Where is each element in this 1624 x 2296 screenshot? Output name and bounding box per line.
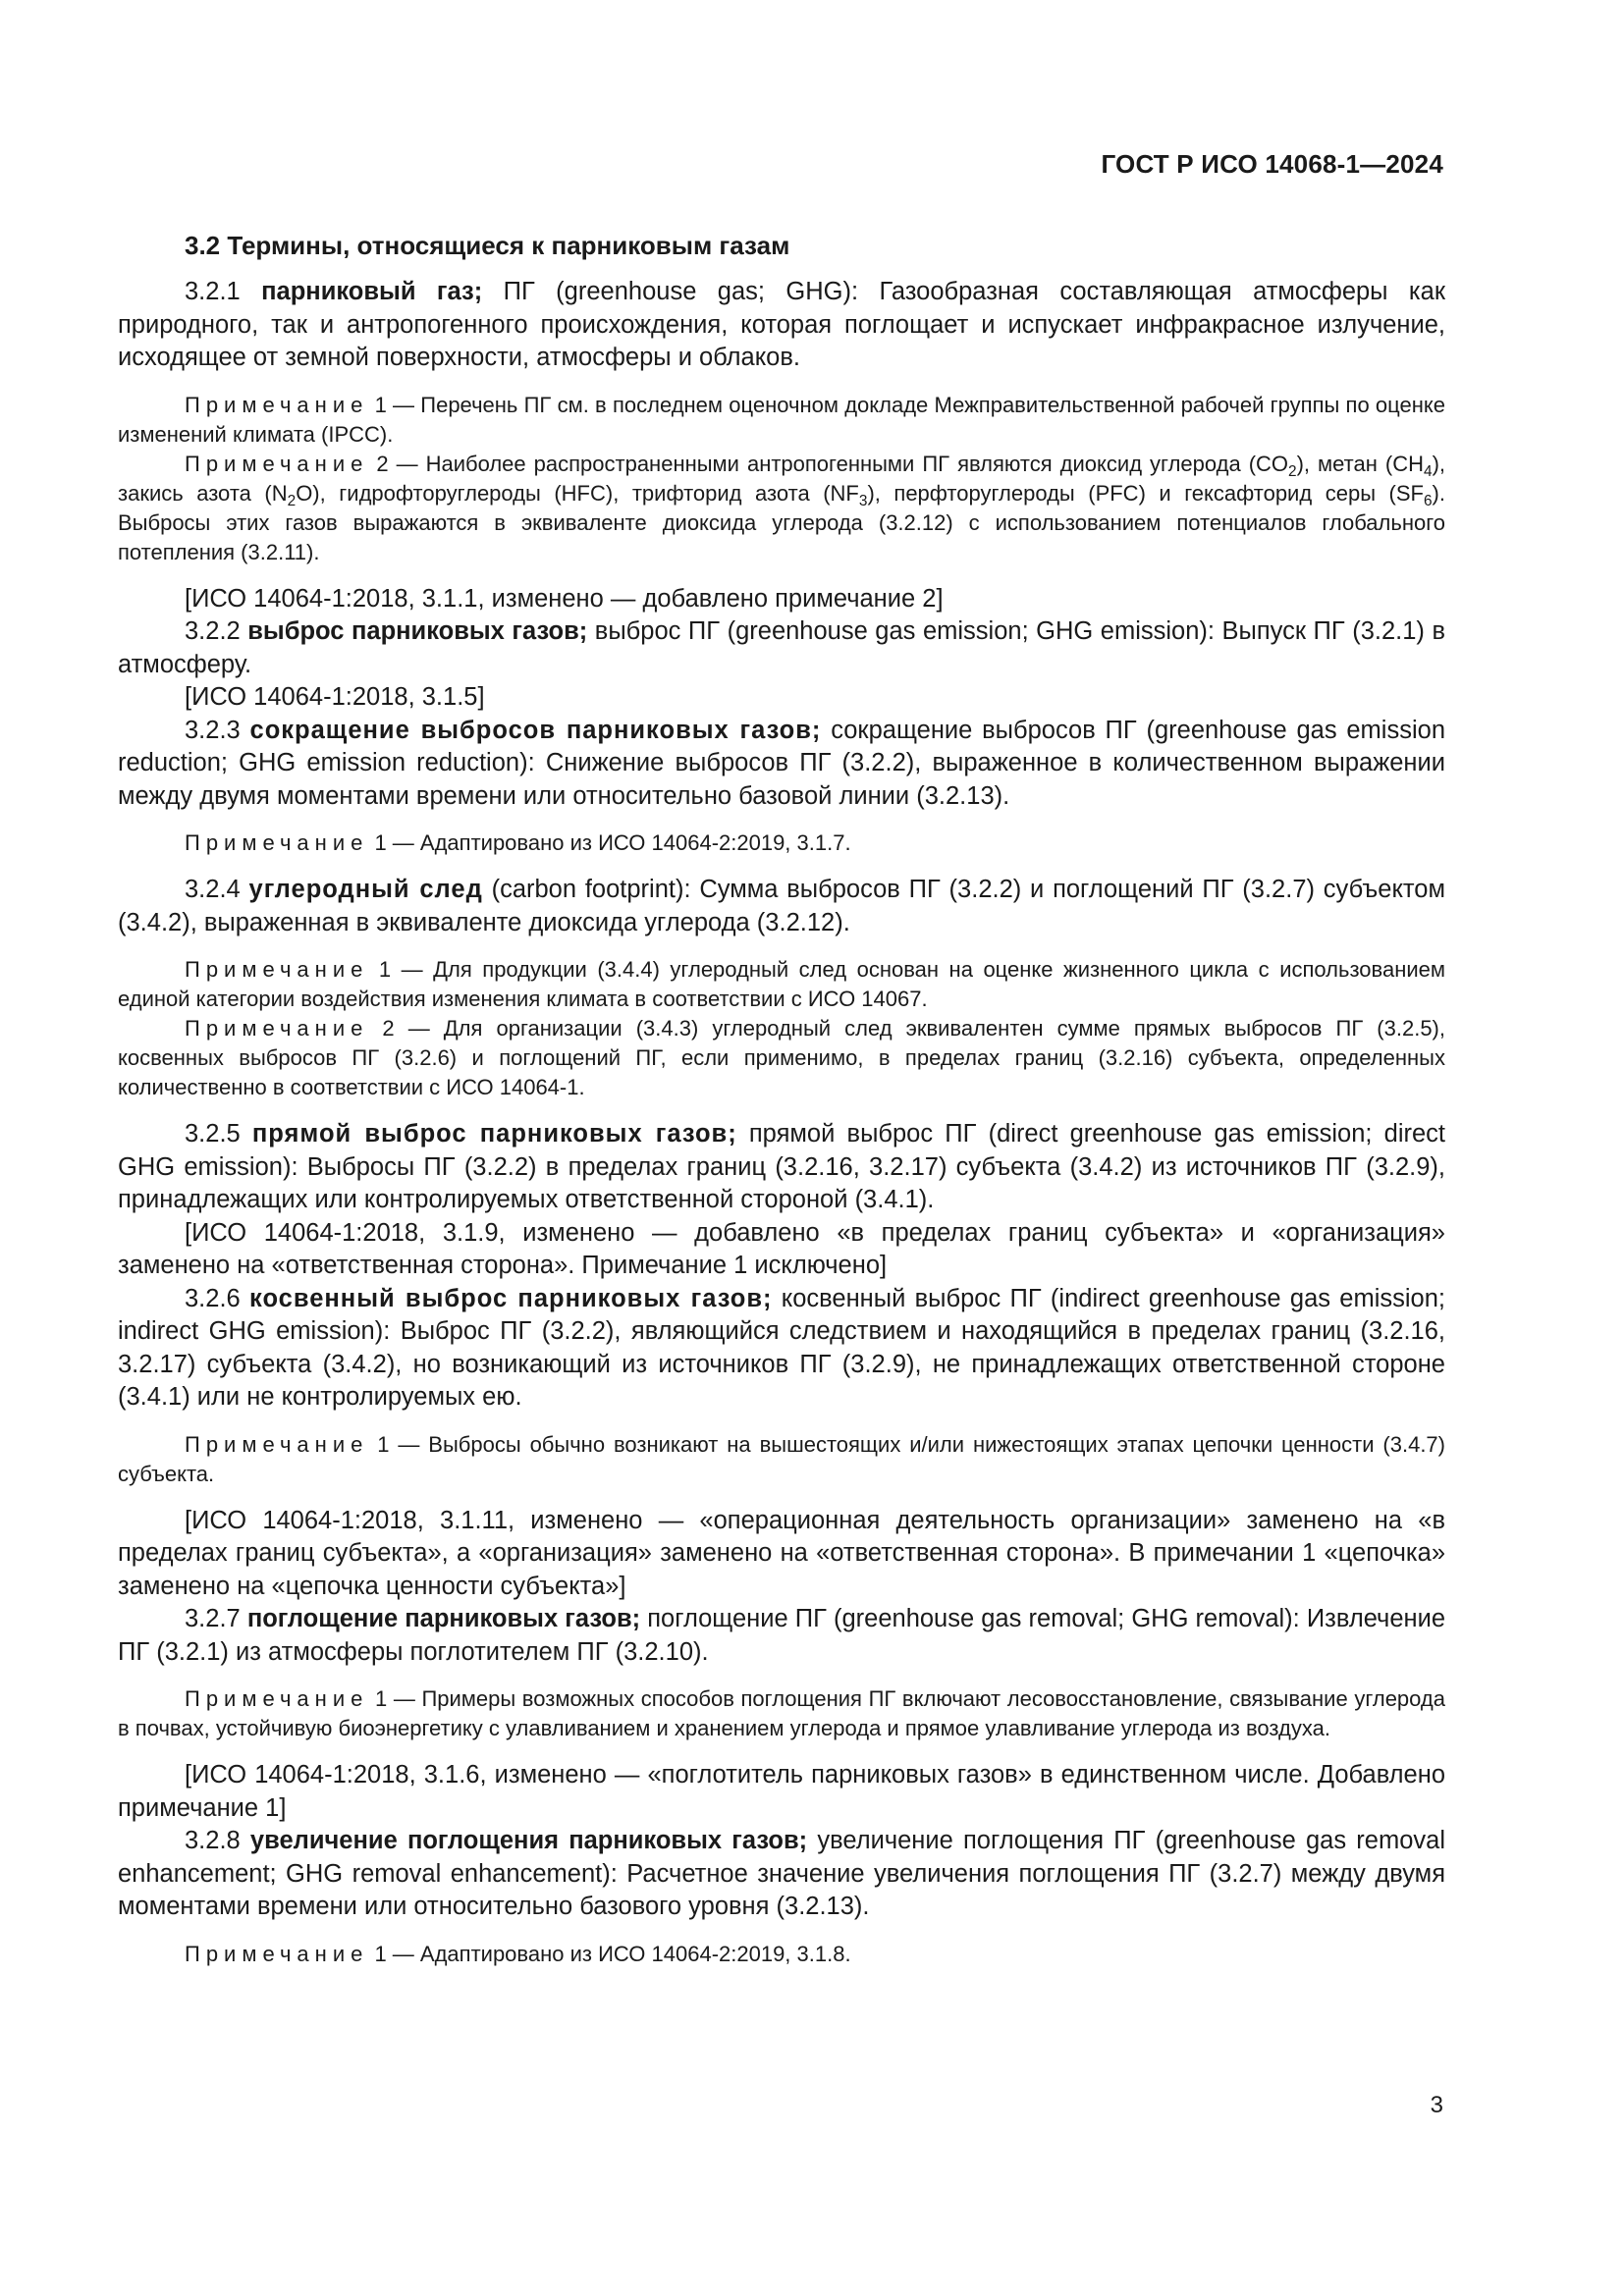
term-name: выброс парниковых газов; xyxy=(247,617,588,645)
term-name: прямой выброс парниковых газов; xyxy=(251,1120,737,1148)
term-name: увеличение поглощения парниковых газов; xyxy=(249,1827,808,1854)
section-title: 3.2 Термины, относящиеся к парниковым газам xyxy=(185,231,790,260)
term-3-2-6: 3.2.6 косвенный выброс парниковых газов; косвенный выброс ПГ (indirect greenhouse gas emission; indirect GHG emission): Выброс ПГ (3.2.2), являющийся следствием и находящийся в пределах границ (3.2.16, 3.2.17) субъекта (3.4.2), но возникающий из источников ПГ (3.2.9), не принадлежащих ответственной стороне (3.4.1) или не контролируемых ею. xyxy=(118,1284,1445,1411)
source-3-2-5: [ИСО 14064-1:2018, 3.1.9, изменено — добавлено «в пределах границ субъекта» и «организация» заменено на «ответственная сторона». Примечание 1 исключено] xyxy=(118,1218,1445,1279)
term-name: поглощение парниковых газов; xyxy=(246,1605,641,1632)
term-3-2-4: 3.2.4 углеродный след (carbon footprint): Сумма выбросов ПГ (3.2.2) и поглощений ПГ (3.2.7) субъектом (3.4.2), выраженная в эквиваленте диоксида углерода (3.2.12). xyxy=(118,876,1445,936)
term-3-2-3: 3.2.3 сокращение выбросов парниковых газов; сокращение выбросов ПГ (greenhouse gas emission reduction; GHG emission reduction): Снижение выбросов ПГ (3.2.2), выраженное в количественном выражении между двумя моментами времени или относительно базовой линии (3.2.13). xyxy=(118,716,1445,810)
note-label: Примечание xyxy=(185,1431,369,1457)
note-3-2-1-1: Примечание 1 — Перечень ПГ см. в последнем оценочном докладе Межправительственной рабочей группы по оценке изменений климата (IPCC). xyxy=(118,392,1445,447)
source-3-2-7: [ИСО 14064-1:2018, 3.1.6, изменено — «поглотитель парниковых газов» в единственном числе. Добавлено примечание 1] xyxy=(118,1761,1445,1822)
note-3-2-4-1: Примечание 1 — Для продукции (3.4.4) углеродный след основан на оценке жизненного цикла с использованием единой категории воздействия изменения климата в соответствии с ИСО 14067. xyxy=(118,957,1445,1011)
term-name: сокращение выбросов парниковых газов; xyxy=(249,716,822,744)
document-header: ГОСТ Р ИСО 14068-1—2024 xyxy=(1101,149,1443,179)
note-label: Примечание xyxy=(185,451,369,476)
note-label: Примечание xyxy=(185,830,369,855)
page-number: 3 xyxy=(1430,2092,1443,2118)
term-3-2-2: 3.2.2 выброс парниковых газов; выброс ПГ (greenhouse gas emission; GHG emission): Выпуск ПГ (3.2.1) в атмосферу. xyxy=(118,617,1445,678)
term-name: парниковый газ; xyxy=(261,278,483,305)
source-3-2-1: [ИСО 14064-1:2018, 3.1.1, изменено — добавлено примечание 2] xyxy=(185,584,944,613)
term-3-2-7: 3.2.7 поглощение парниковых газов; поглощение ПГ (greenhouse gas removal; GHG removal): Извлечение ПГ (3.2.1) из атмосферы поглотителем ПГ (3.2.10). xyxy=(118,1605,1446,1666)
term-3-2-5: 3.2.5 прямой выброс парниковых газов; прямой выброс ПГ (direct greenhouse gas emission; direct GHG emission): Выбросы ПГ (3.2.2) в пределах границ (3.2.16, 3.2.17) субъекта (3.4.2) из источников ПГ (3.2.9), принадлежащих или контролируемых ответственной стороной (3.4.1). xyxy=(118,1120,1445,1213)
note-label: Примечание xyxy=(185,957,369,982)
term-3-2-1: 3.2.1 парниковый газ; ПГ (greenhouse gas; GHG): Газообразная составляющая атмосферы как природного, так и антропогенного происхождения, которая поглощает и испускает инфракрасное излучение, исходящее от земной поверхности, атмосферы и облаков. xyxy=(118,278,1445,371)
note-3-2-4-2: Примечание 2 — Для организации (3.4.3) углеродный след эквивалентен сумме прямых выбросов ПГ (3.2.5), косвенных выбросов ПГ (3.2.6) и поглощений ПГ, если применимо, в пределах границ (3.2.16) субъекта, определенных количественно в соответствии с ИСО 14064-1. xyxy=(118,1016,1445,1099)
note-label: Примечание xyxy=(185,1686,369,1711)
note-3-2-1-2: Примечание 2 — Наиболее распространенными антропогенными ПГ являются диоксид углерода $(CO_2)$, метан $(CH_4)$, закись азота $(N_2O)$, гидрофторуглероды (HFC), трифторид азота $(NF_3)$, перфторуглероды (PFC) и гексафторид серы $(SF_6)$. Выбросы этих газов выражаются в эквиваленте диоксида углерода (3.2.12) с использованием потенциалов глобального потепления (3.2.11). xyxy=(118,451,1446,564)
term-name: углеродный след xyxy=(248,876,483,903)
document-body xyxy=(118,229,1445,1969)
term-3-2-8: 3.2.8 увеличение поглощения парниковых газов; увеличение поглощения ПГ (greenhouse gas removal enhancement; GHG removal enhancement): Расчетное значение увеличения поглощения ПГ (3.2.7) между двумя моментами времени или относительно базового уровня (3.2.13). xyxy=(118,1827,1445,1920)
source-3-2-6: [ИСО 14064-1:2018, 3.1.11, изменено — «операционная деятельность организации» заменено на «в пределах границ субъекта», а «организация» заменено на «ответственная сторона». В примечании 1 «цепочка» заменено на «цепочка ценности субъекта»] xyxy=(118,1506,1445,1600)
note-label: Примечание xyxy=(185,1016,369,1041)
note-3-2-8-1: Примечание 1 — Адаптировано из ИСО 14064-2:2019, 3.1.8. xyxy=(185,1941,851,1966)
term-name: косвенный выброс парниковых газов; xyxy=(249,1284,773,1312)
note-3-2-3-1: Примечание 1 — Адаптировано из ИСО 14064-2:2019, 3.1.7. xyxy=(185,830,851,855)
source-3-2-2: [ИСО 14064-1:2018, 3.1.5] xyxy=(185,683,485,711)
note-label: Примечание xyxy=(185,392,369,417)
note-3-2-7-1: Примечание 1 — Примеры возможных способов поглощения ПГ включают лесовосстановление, связывание углерода в почвах, устойчивую биоэнергетику с улавливанием и хранением углерода и прямое улавливание углерода из воздуха. xyxy=(118,1686,1445,1740)
note-label: Примечание xyxy=(185,1941,369,1966)
note-3-2-6-1: Примечание 1 — Выбросы обычно возникают на вышестоящих и/или нижестоящих этапах цепочки ценности (3.4.7) субъекта. xyxy=(118,1431,1445,1486)
